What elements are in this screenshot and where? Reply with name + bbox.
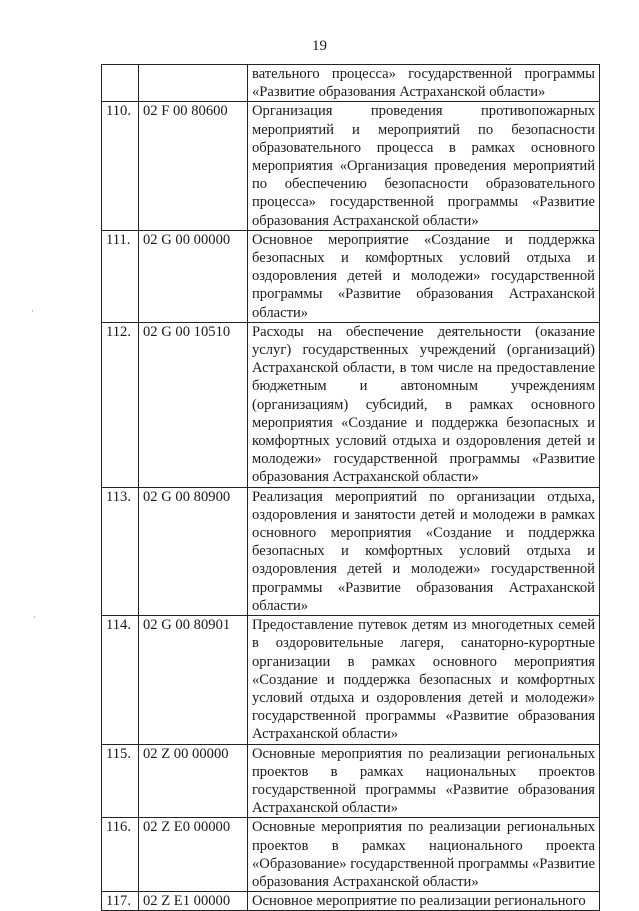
table-row: [102, 818, 600, 892]
description-cell: вательного процесса» государственной программы «Развитие образования Астраханской области»: [248, 65, 600, 102]
classification-code-cell: 02 Z E1 00000: [139, 892, 248, 911]
table-row: [102, 744, 600, 818]
table-row: [102, 65, 600, 102]
description-cell: Организация проведения противопожарных мероприятий и мероприятий по безопасности образовательного процесса в рамках основного мероприятия «Организация проведения мероприятий по обеспечению безопасности образовательного процесса» государственной программы «Развитие образования Астраханской области»: [248, 102, 600, 230]
description-cell: Реализация мероприятий по организации отдыха, оздоровления и занятости детей и молодежи в рамках основного мероприятия «Создание и поддержка безопасных и комфортных условий отдыха и оздоровления детей и молодежи» государственной программы «Развитие образования Астраханской области»: [248, 487, 600, 615]
page-number: 19: [312, 38, 327, 54]
row-number-cell: 111.: [102, 230, 139, 322]
description-cell: Расходы на обеспечение деятельности (оказание услуг) государственных учреждений (организаций) Астраханской области, в том числе на предоставление бюджетным и автономным учреждениям (организациям) субсидий, в рамках основного мероприятия «Создание и поддержка безопасных и комфортных условий отдыха и оздоровления детей и молодежи» государственной программы «Развитие образования Астраханской области»: [248, 322, 600, 487]
row-number-cell: 116.: [102, 818, 139, 892]
row-number-cell: 110.: [102, 102, 139, 230]
classification-code-cell: 02 G 00 80900: [139, 487, 248, 615]
description-cell: Основные мероприятия по реализации региональных проектов в рамках национального проекта «Образование» государственной программы «Развитие образования Астраханской области»: [248, 818, 600, 892]
classification-code-cell: 02 Z 00 00000: [139, 744, 248, 818]
description-cell: Основные мероприятия по реализации региональных проектов в рамках национальных проектов государственной программы «Развитие образования Астраханской области»: [248, 744, 600, 818]
classification-code-cell: 02 G 00 80901: [139, 616, 248, 744]
table-row: [102, 616, 600, 744]
classification-code-cell: 02 G 00 00000: [139, 230, 248, 322]
description-cell: Предоставление путевок детям из многодетных семей в оздоровительные лагеря, санаторно-курортные организации в рамках основного мероприятия «Создание и поддержка безопасных и комфортных условий отдыха и оздоровления детей и молодежи» государственной программы «Развитие образования Астраханской области»: [248, 616, 600, 744]
row-number-cell: 112.: [102, 322, 139, 487]
table-body: [102, 65, 600, 911]
row-number-cell: 115.: [102, 744, 139, 818]
description-cell: Основное мероприятие по реализации регионального: [248, 892, 600, 911]
table-row: [102, 102, 600, 230]
row-number-cell: 114.: [102, 616, 139, 744]
classification-code-cell: 02 Z E0 00000: [139, 818, 248, 892]
row-number-cell: 113.: [102, 487, 139, 615]
description-cell: Основное мероприятие «Создание и поддержка безопасных и комфортных условий отдыха и оздоровления детей и молодежи» государственной программы «Развитие образования Астраханской области»: [248, 230, 600, 322]
row-number-cell: [102, 65, 139, 102]
classification-code-cell: [139, 65, 248, 102]
budget-classification-table: [101, 64, 600, 911]
table-row: [102, 230, 600, 322]
table-row: [102, 487, 600, 615]
classification-code-cell: 02 G 00 10510: [139, 322, 248, 487]
table-row: [102, 322, 600, 487]
table-row: [102, 892, 600, 911]
scan-speck: ·: [33, 612, 36, 622]
row-number-cell: 117.: [102, 892, 139, 911]
classification-code-cell: 02 F 00 80600: [139, 102, 248, 230]
scan-speck: ·: [31, 306, 34, 316]
